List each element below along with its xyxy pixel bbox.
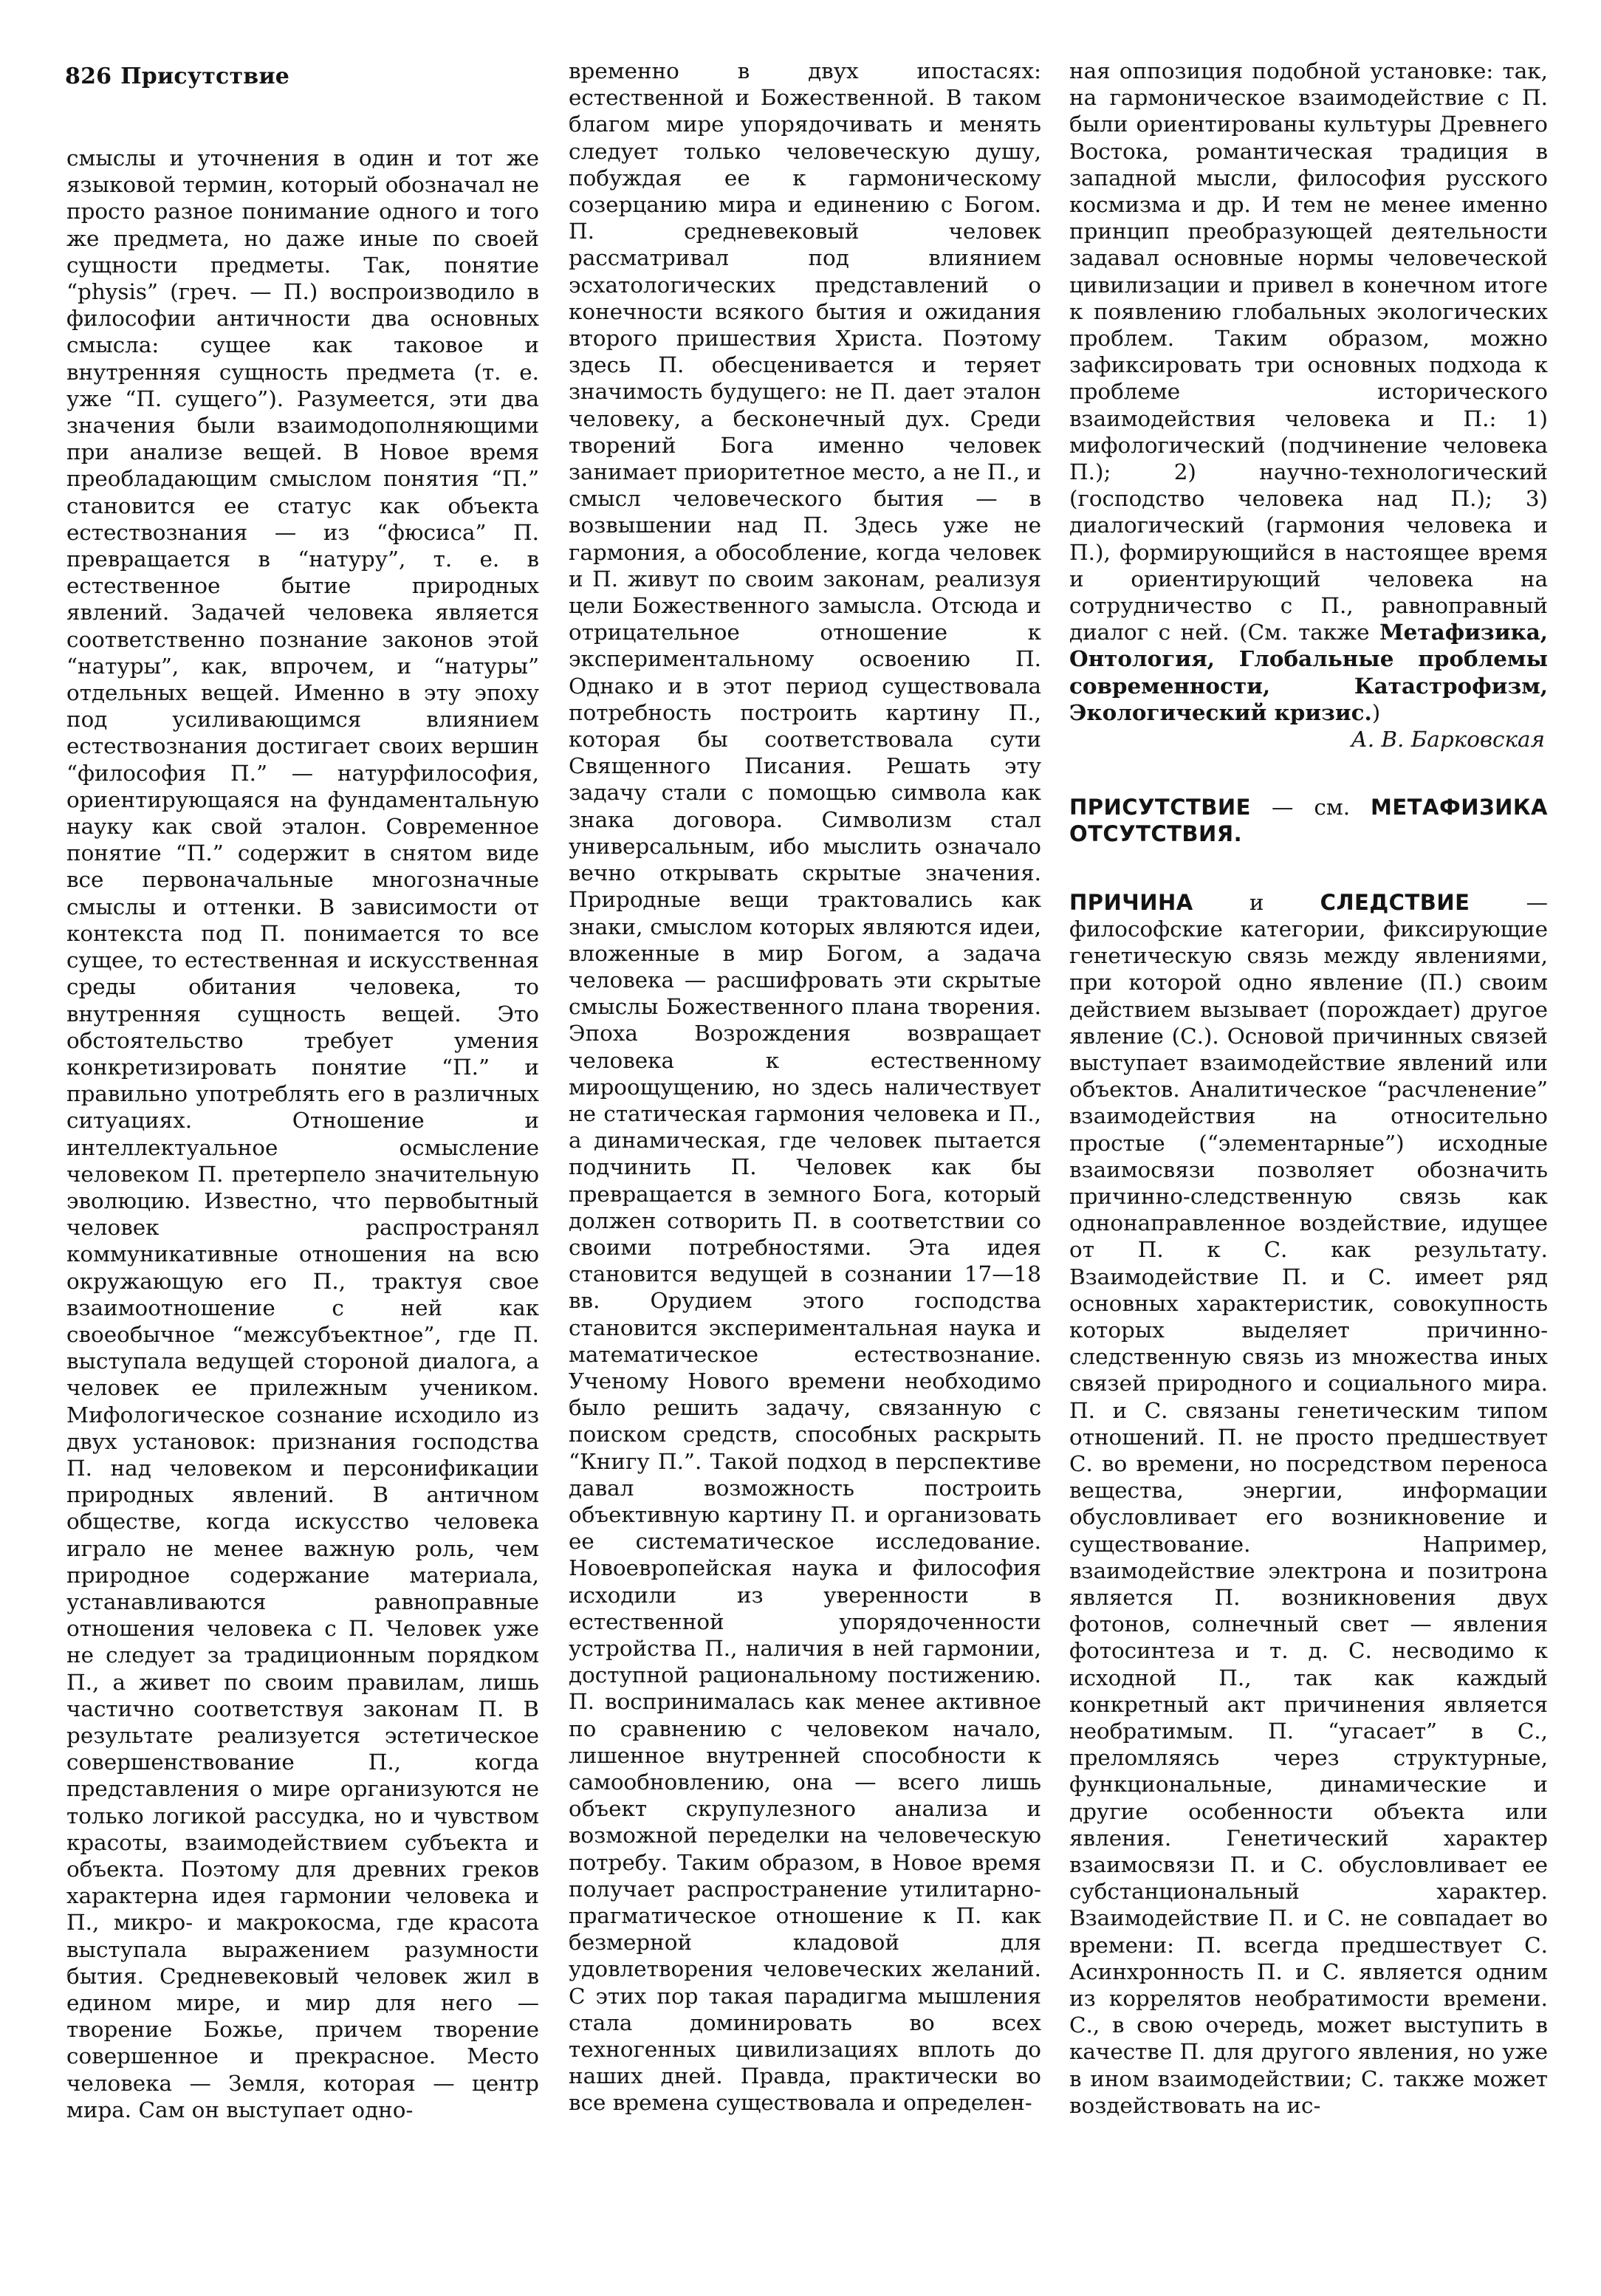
- entry-prisutstvie: [1069, 794, 1548, 847]
- entry-spacer: [1069, 753, 1548, 794]
- see-also-prefix: (См. также: [1239, 620, 1370, 645]
- page-number: 826: [65, 64, 112, 89]
- entry-prichina-i-sledstvie: [1069, 889, 1548, 2119]
- entry-prichina-text: — философские категории, фиксирующие генетическую связь между явлениями, при которой одно явление (П.) своим действием вызывает (порождает) другое явление (С.). Основой причинных связей выступает взаимодействие явлений или объектов. Аналитическое “расчленение” взаимодействия на относительно простые (“элементарные”) исходные взаимосвязи позволяет обозначить причинно-следственную связь как однонаправленное воздействие, идущее от П. к С. как результату. Взаимодействие П. и С. имеет ряд основных характеристик, совокупность которых выделяет причинно-следственную связь из множества иных связей природного и социального мира. П. и С. связаны генетическим типом отношений. П. не просто предшествует С. во времени, но посредством переноса вещества, энергии, информации обусловливает его возникновение и существование. Например, взаимодействие электрона и позитрона является П. возникновения двух фотонов, солнечный свет — явления фотосинтеза и т. д. С. несводимо к исходной П., так как каждый конкретный акт причинения является необратимым. П. “угасает” в С., преломляясь через структурные, функциональные, динамические и другие особенности объекта или явления. Генетический характер взаимосвязи П. и С. обусловливает ее субстанциональный характер. Взаимодействие П. и С. не совпадает во времени: П. всегда предшествует С. Асинхронность П. и С. является одним из коррелятов необратимости времени. С., в свою очередь, может выступить в качестве П. для другого явления, но уже в ином взаимодействии; С. также может воздействовать на ис-: [1069, 889, 1549, 2118]
- text-column-2: [569, 58, 1041, 2117]
- running-head: [65, 64, 289, 89]
- entry-cross-ref-link[interactable]: МЕТАФИЗИКА ОТСУТСТВИЯ.: [1069, 795, 1548, 847]
- article-priroda-ending: [1069, 58, 1548, 726]
- see-also-links[interactable]: Метафизика, Онтология, Глобальные проблемы современности, Катастрофизм, Экологический кризис.: [1069, 619, 1548, 725]
- column-3-paragraph: ная оппозиция подобной установке: так, на гармоническое взаимодействие с П. были ориентированы культуры Древнего Востока, романтическая традиция в западной мысли, философия русского космизма и др. И тем не менее именно принцип преобразующей деятельности задавал основные нормы человеческой цивилизации и привел в конечном итоге к появлению глобальных экологических проблем. Таким образом, можно зафиксировать три основных подхода к проблеме исторического взаимодействия человека и П.: 1) мифологический (подчинение человека П.); 2) научно-технологический (господство человека над П.); 3) диалогический (гармония человека и П.), формирующийся в настоящее время и ориентирующий человека на сотрудничество с П., равноправный диалог с ней.: [1069, 58, 1548, 645]
- text-column-1: [66, 145, 539, 2123]
- author-signature: А. В. Барковская: [1351, 727, 1545, 753]
- column-2-text: временно в двух ипостасях: естественной и Божественной. В таком благом мире упорядочивать и менять следует только человеческую душу, побуждая ее к гармоническому созерцанию мира и единению с Богом. П. средневековый человек рассматривал под влиянием эсхатологических представлений о конечности всякого бытия и ожидания второго пришествия Христа. Поэтому здесь П. обесценивается и теряет значимость будущего: не П. дает эталон человеку, а бесконечный дух. Среди творений Бога именно человек занимает приоритетное место, а не П., и смысл человеческого бытия — в возвышении над П. Здесь уже не гармония, а обособление, когда человек и П. живут по своим законам, реализуя цели Божественного замысла. Отсюда и отрицательное отношение к экспериментальному освоению П. Однако и в этот период существовала потребность построить картину П., которая бы соответствовала сути Священного Писания. Решать эту задачу стали с помощью символа как знака договора. Символизм стал универсальным, ибо мыслить означало вечно открывать скрытые значения. Природные вещи трактовались как знаки, смыслом которых являются идеи, вложенные в мир Богом, а задача человека — расшифровать эти скрытые смыслы Божественного плана творения. Эпоха Возрождения возвращает человека к естественному мироощущению, но здесь наличествует не статическая гармония человека и П., а динамическая, где человек пытается подчинить П. Человек как бы превращается в земного Бога, который должен сотворить П. в соответствии со своими потребностями. Эта идея становится ведущей в сознании 17—18 вв. Орудием этого господства становится экспериментальная наука и математическое естествознание. Ученому Нового времени необходимо было решить задачу, связанную с поиском средств, способных раскрыть “Книгу П.”. Такой подход в перспективе давал возможность построить объективную картину П. и организовать ее систематическое исследование. Новоевропейская наука и философия исходили из уверенности в естественной упорядоченности устройства П., наличия в ней гармонии, доступной рациональному постижению. П. воспринималась как менее активное по сравнению с человеком начало, лишенное внутренней способности к самообновлению, она — всего лишь объект скрупулезного анализа и возможной переделки на человеческую потребу. Таким образом, в Новое время получает распространение утилитарно-прагматическое отношение к П. как безмерной кладовой для удовлетворения человеческих желаний. С этих пор такая парадигма мышления стала доминировать во всех техногенных цивилизациях вплоть до наших дней. Правда, практически во все времена существовала и определен-: [569, 58, 1041, 2116]
- entry-headword-sledstvie: СЛЕДСТВИЕ: [1320, 889, 1470, 915]
- running-title: Присутствие: [120, 64, 290, 89]
- entry-cross-ref-label: — см.: [1250, 795, 1371, 820]
- entry-headword-prichina: ПРИЧИНА: [1069, 889, 1193, 915]
- text-column-3: [1069, 58, 1548, 2119]
- entry-headword-prisutstvie: ПРИСУТСТВИЕ: [1069, 795, 1251, 820]
- entry-headword-conjunction: и: [1193, 889, 1320, 915]
- column-1-text: смыслы и уточнения в один и тот же языковой термин, который обозначал не просто разное понимание одного и того же предмета, но даже иные по своей сущности предметы. Так, понятие “physis” (греч. — П.) воспроизводило в философии античности два основных смысла: сущее как таковое и внутренняя сущность предмета (т. е. уже “П. сущего”). Разумеется, эти два значения были взаимодополняющими при анализе вещей. В Новое время преобладающим смыслом понятия “П.” становится ее статус как объекта естествознания — из “фюсиса” П. превращается в “натуру”, т. е. в естественное бытие природных явлений. Задачей человека является соответственно познание законов этой “натуры”, как, впрочем, и “натуры” отдельных вещей. Именно в эту эпоху под усиливающимся влиянием естествознания достигает своих вершин “философия П.” — натурфилософия, ориентирующаяся на фундаментальную науку как свой эталон. Современное понятие “П.” содержит в снятом виде все первоначальные многозначные смыслы и оттенки. В зависимости от контекста под П. понимается то все сущее, то естественная и искусственная среды обитания человека, то внутренняя сущность вещей. Это обстоятельство требует умения конкретизировать понятие “П.” и правильно употреблять его в различных ситуациях. Отношение и интеллектуальное осмысление человеком П. претерпело значительную эволюцию. Известно, что первобытный человек распространял коммуникативные отношения на всю окружающую его П., трактуя свое взаимоотношение с ней как своеобычное “межсубъектное”, где П. выступала ведущей стороной диалога, а человек ее прилежным учеником. Мифологическое сознание исходило из двух установок: признания господства П. над человеком и персонификации природных явлений. В античном обществе, когда искусство человека играло не менее важную роль, чем природное содержание материала, устанавливаются равноправные отношения человека с П. Человек уже не следует за традиционным порядком П., а живет по своим правилам, лишь частично соответствуя законам П. В результате реализуется эстетическое совершенствование П., когда представления о мире организуются не только логикой рассудка, но и чувством красоты, взаимодействием субъекта и объекта. Поэтому для древних греков характерна идея гармонии человека и П., микро- и макрокосма, где красота выступала выражением разумности бытия. Средневековый человек жил в едином мире, и мир для него — творение Божье, причем творение совершенное и прекрасное. Место человека — Земля, которая — центр мира. Сам он выступает одно-: [66, 145, 539, 2122]
- entry-spacer: [1069, 848, 1548, 889]
- see-also-suffix: ): [1371, 699, 1381, 725]
